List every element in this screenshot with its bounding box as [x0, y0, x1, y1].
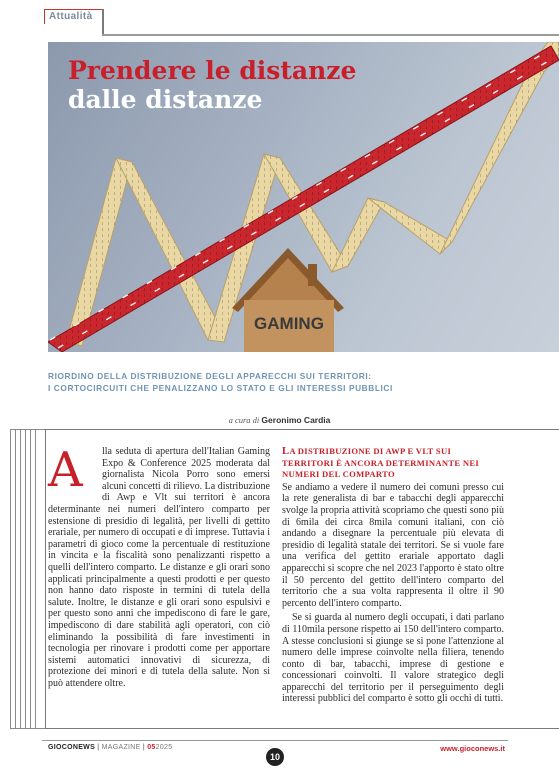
- page-stack-decoration: [10, 429, 50, 729]
- drop-cap: A: [48, 442, 83, 498]
- footer-rule: [42, 740, 508, 741]
- website-link[interactable]: www.gioconews.it: [440, 744, 505, 753]
- left-column: [48, 442, 270, 692]
- brand-name: GIOCONEWS: [48, 744, 96, 751]
- section-divider-horizontal: [102, 34, 559, 36]
- house-label: GAMING: [254, 314, 324, 333]
- byline-author: Geronimo Cardia: [261, 415, 331, 425]
- subtitle-line-1: RIORDINO DELLA DISTRIBUZIONE DEGLI APPARECCHI SUI TERRITORI:: [48, 371, 372, 381]
- subtitle-line-2: I CORTOCIRCUITI CHE PENALIZZANO LO STATO E GLI INTERESSI PUBBLICI: [48, 383, 393, 393]
- right-paragraph-1: Se andiamo a vedere il numero dei comuni presso cui la rete generalista di bar e tabacchi degli apparecchi svolge la propria attività scopriamo che questi sono più di 6mila dei circa 8mila comuni italiani, con ciò andando a disegnare la percentuale più elevata di presidio di legalità statale dei territori. Se si vuole fare una verifica del gettito erariale apportato dagli apparecchi si scopre che nel 2023 l'apporto è stato oltre il 50 percento del gettito dell'intero comparto del territorio che a sua volta rappresenta il oltre il 90 percento dell'intero comparto.: [282, 481, 504, 609]
- page-footer: [0, 740, 559, 774]
- right-column: [282, 446, 504, 708]
- footer-brand: GIOCONEWS | MAGAZINE | 052025: [48, 744, 173, 751]
- title-line-2: dalle distanze: [68, 85, 263, 114]
- left-paragraph: lla seduta di apertura dell'Italian Gaming Expo & Conference 2025 moderata dal giornalista Nicola Porro sono emersi alcuni concetti di rilievo. La distribuzione di Awp e Vlt sui territori è ancora determinante nei numeri dell'intero comparto per estensione di presidio di legalità, per livelli di gettito erariale, per numero di occupati e di imprese. Tuttavia i parametri di gioco come la percentuale di restituzione in vincita e la fiscalità sono penalizzanti rispetto a quelli dell'intero comparto. Le distanze e gli orari sono applicati principalmente a questi prodotti e per questo non hanno dato risposte in termini di tutela della salute. Inoltre, le distanze e gli orari sono espulsivi e per questo sono anni che impediscono di fare le gare, impediscono di dare stabilità agli operatori, con ciò eliminando la possibilità di fare investimenti in tecnologia per rinovare i prodotti come per apportare sistemi automatici innovativi di sicurezza, di protezione dei minori e di tutela della salute. Non si può attendere oltre.: [48, 446, 270, 689]
- right-column-heading: LA DISTRIBUZIONE DI AWP E VLT SUI TERRITORI È ANCORA DETERMINANTE NEI NUMERI DEL COMPARTO: [282, 446, 480, 480]
- title-line-1: Prendere le distanze: [68, 56, 357, 85]
- magazine-label: MAGAZINE: [101, 744, 141, 751]
- issue-year: 2025: [155, 744, 173, 751]
- byline-prefix: a cura di: [228, 415, 260, 425]
- hero-image: [48, 42, 559, 352]
- right-paragraph-2: Se si guarda al numero degli occupati, i dati parlano di 110mila persone rispetto ai 150 dell'intero comparto. A stesse conclusioni si giunge se si pone l'attenzione al numero delle imprese coinvolte nella filiera, tenendo conto di bar, tabacchi, imprese di gestione e concessionari coinvolti. Il valore strategico degli apparecchi del territorio per il perseguimento degli interessi pubblici del comparto è sotto gli occhi di tutti.: [282, 612, 504, 705]
- byline: [0, 415, 559, 425]
- issue-number: 05: [147, 744, 156, 751]
- article-title: [68, 56, 356, 114]
- page-number: 10: [266, 748, 284, 766]
- section-divider-vertical: [102, 9, 104, 35]
- section-tab: [44, 9, 559, 26]
- article-subtitle: [48, 370, 528, 394]
- section-label: Attualità: [49, 11, 93, 22]
